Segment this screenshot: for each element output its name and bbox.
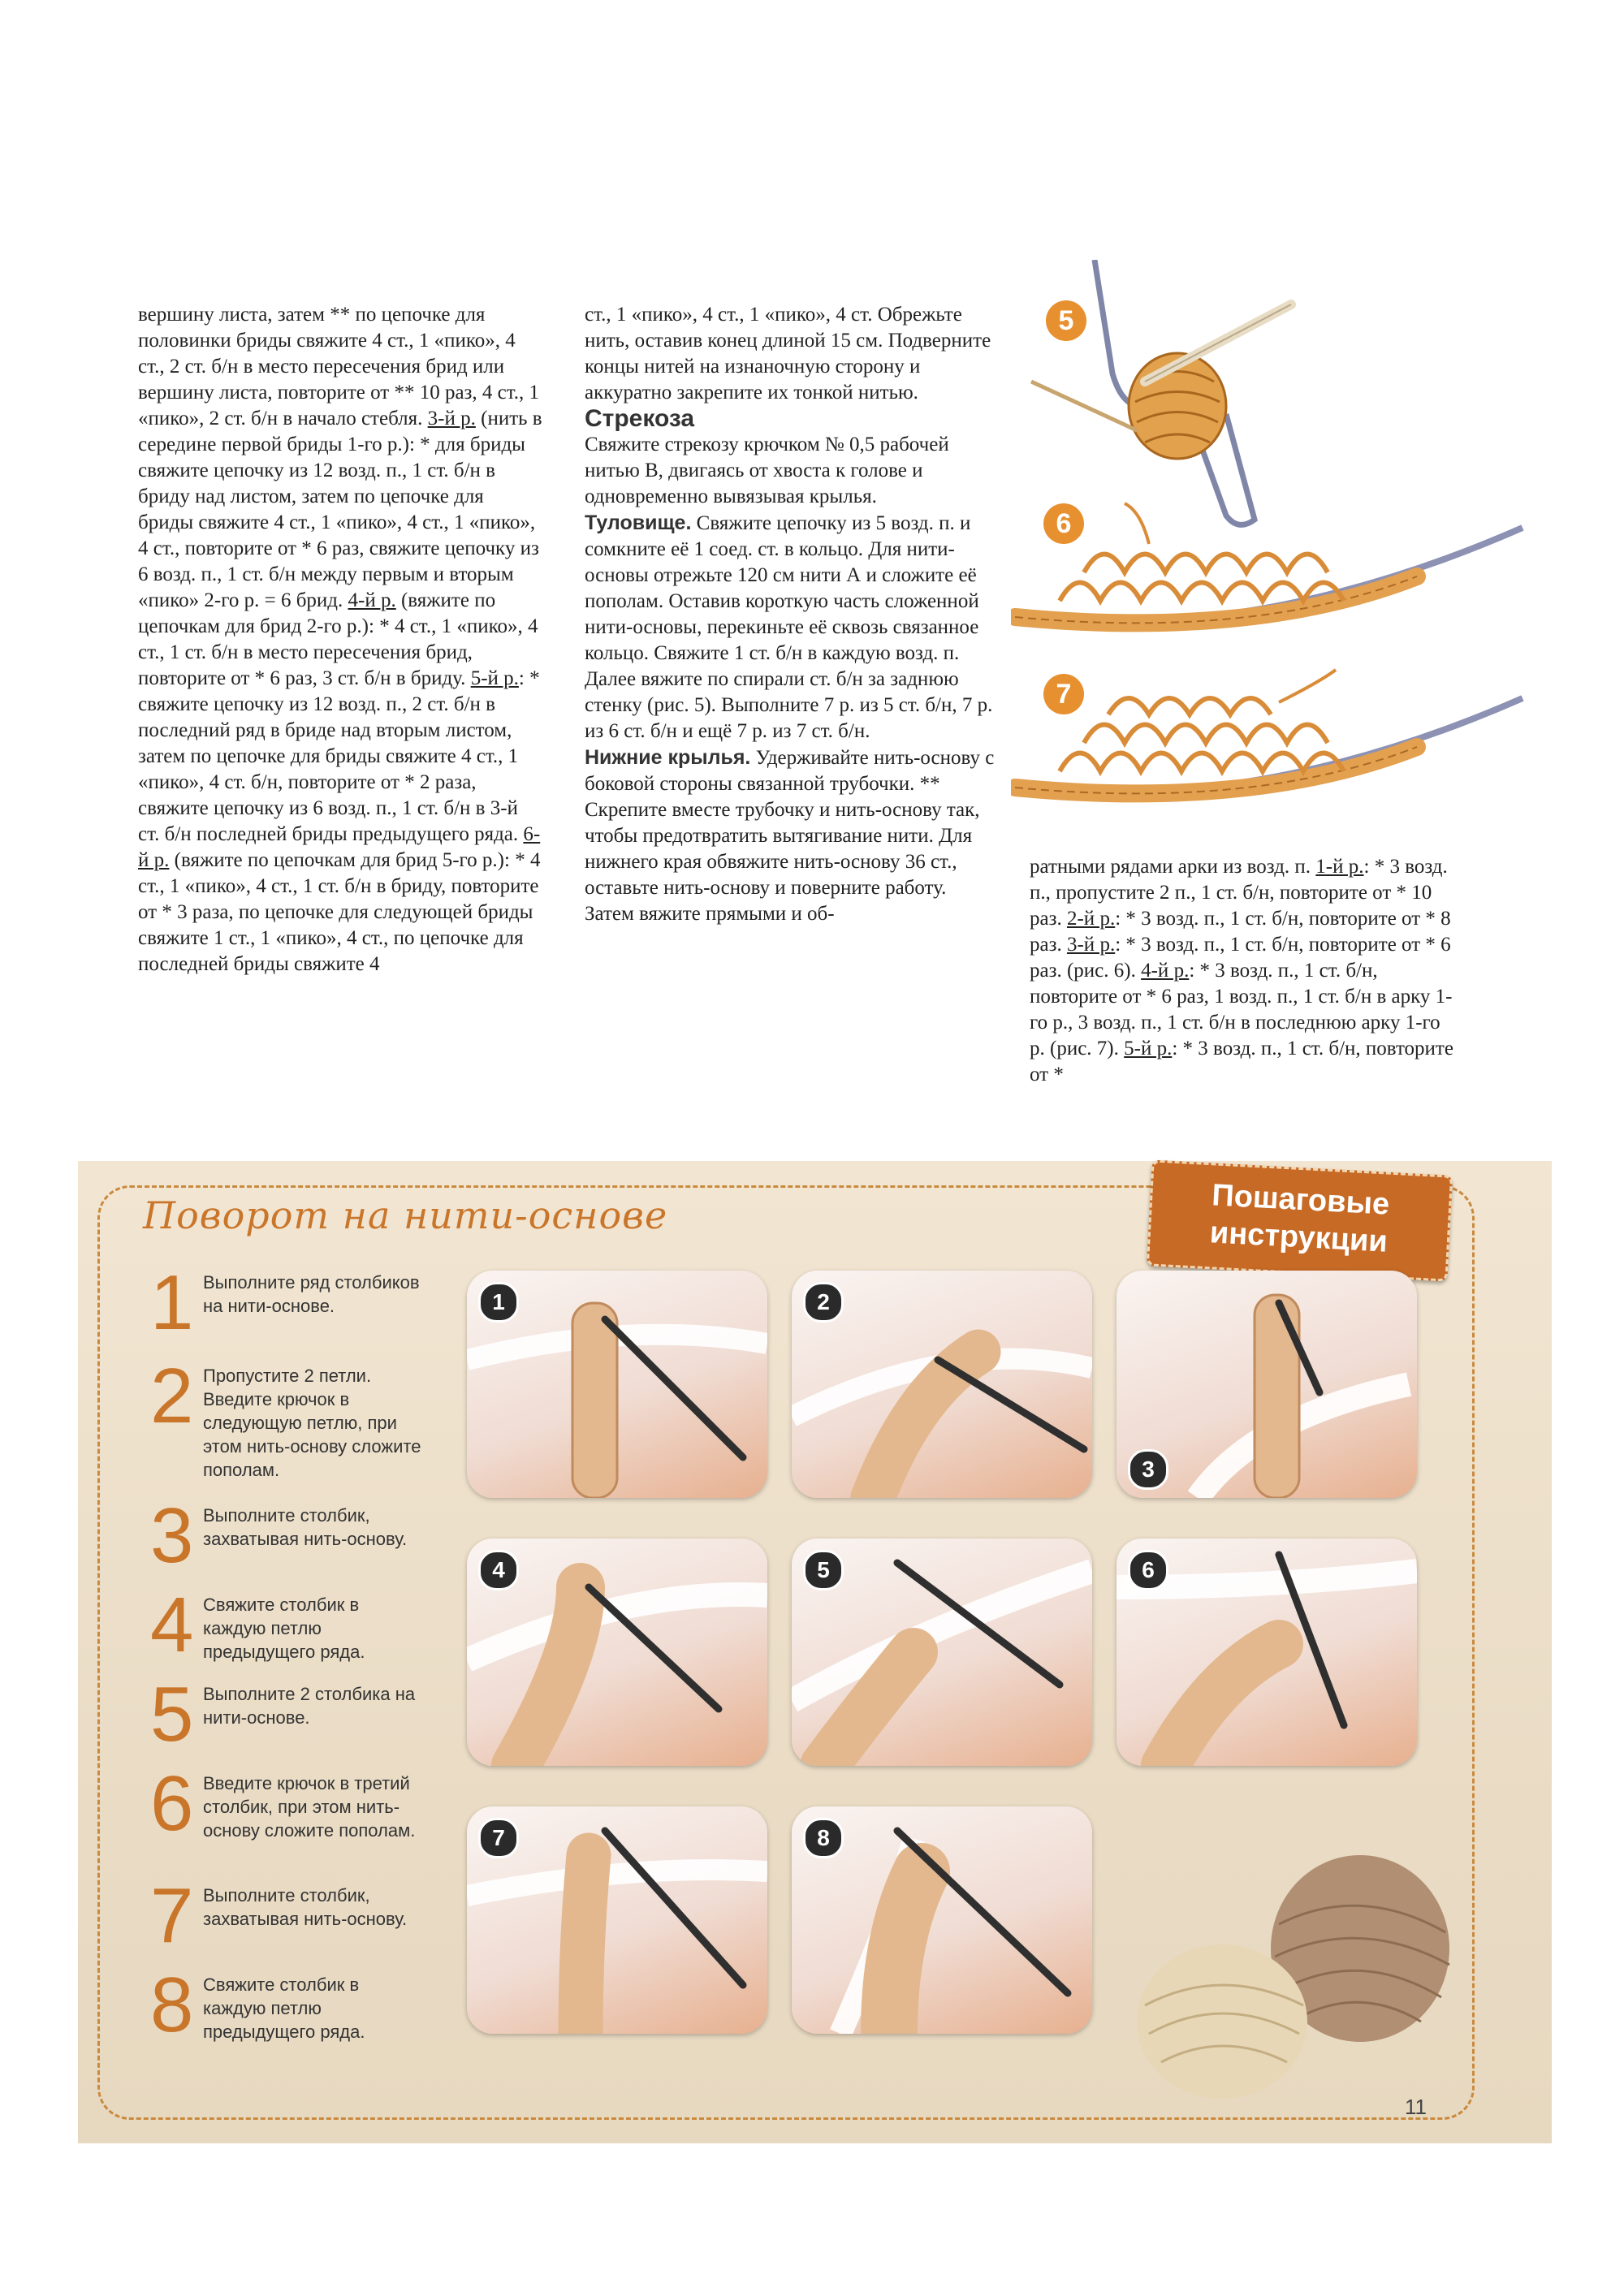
- paragraph: Свяжите стрекозу крючком № 0,5 рабочей нитью В, двигаясь от хвоста к голове и одновременно вывязывая крылья.: [585, 434, 949, 507]
- photo-number-badge: 4: [478, 1550, 519, 1590]
- subheading: Нижние крылья.: [585, 746, 751, 769]
- step-2: [150, 1353, 426, 1482]
- step-photo-2: [792, 1271, 1092, 1498]
- text-column-3: [1030, 854, 1458, 1088]
- step-by-step-badge: [1147, 1159, 1453, 1281]
- badge-line: Пошаговые: [1211, 1178, 1391, 1222]
- photo-number-badge: 6: [1128, 1550, 1168, 1590]
- step-photo-3: [1116, 1271, 1417, 1498]
- paragraph: [585, 510, 995, 744]
- crochet-tube-illustration: [1023, 260, 1478, 528]
- step-text: Выполните 2 столбика на нити-основе.: [203, 1684, 416, 1728]
- panel-title: Поворот на нити-основе: [143, 1193, 668, 1237]
- step-1: [150, 1259, 426, 1346]
- paragraph: ст., 1 «пико», 4 ст., 1 «пико», 4 ст. Обрежьте нить, оставив конец длиной 15 см. Подверните концы нитей на изнаночную сторону и аккуратно закрепите их тонкой нитью.: [585, 304, 991, 404]
- photo-number-badge: 1: [478, 1282, 519, 1323]
- photo-number-badge: 5: [803, 1550, 844, 1590]
- step-3: [150, 1492, 426, 1579]
- photo-number-badge: 3: [1128, 1449, 1168, 1490]
- diagram-number-badge: 6: [1043, 503, 1084, 544]
- step-photo-8: [792, 1806, 1092, 2034]
- subheading: Туловище.: [585, 511, 692, 534]
- row-label: 3-й р.: [1066, 934, 1116, 956]
- step-photo-1: [467, 1271, 767, 1498]
- text: (вяжите по цепочкам для брид 5-го р.): * 4 ст., 1 «пико», 4 ст., 1 ст. б/н в бриду, повторите от * 3 раза, по цепочке для следующей бриды свяжите 1 ст., 1 «пико», 4 ст., по цепочке для последней бриды свяжите 4: [138, 849, 541, 975]
- step-number: 1: [150, 1259, 194, 1346]
- step-number: 7: [150, 1872, 194, 1959]
- text: : * 3 возд. п., 1 ст. б/н, повторите от * 6 раз, 1 возд. п., 1 ст. б/н в арку 1-го р., 3 возд. п., 1 ст. б/н в последнюю арку 1-го р. (рис. 7).: [1030, 960, 1453, 1060]
- diagram-7: [1011, 666, 1531, 828]
- step-text: Свяжите столбик в каждую петлю предыдущего ряда.: [203, 1595, 365, 1662]
- row-label: 3-й р.: [427, 408, 476, 429]
- step-4: [150, 1582, 426, 1668]
- step-5: [150, 1671, 426, 1758]
- step-number: 5: [150, 1671, 194, 1758]
- step-photo-4: [467, 1539, 767, 1766]
- text: Удерживайте нить-основу с боковой стороны связанной трубочки. ** Скрепите вместе трубочку и нить-основу так, чтобы предотвратить вытягивание нити. Для нижнего края обвяжите нить-основу 36 ст., оставьте нить-основу и поверните работу. Затем вяжите прямыми и об-: [585, 747, 995, 925]
- step-text: Выполните столбик, захватывая нить-основу.: [203, 1505, 408, 1549]
- crochet-arches-illustration: [1011, 495, 1531, 658]
- step-number: 8: [150, 1962, 194, 2048]
- diagram-number-badge: 7: [1043, 674, 1084, 714]
- row-label: 4-й р.: [1141, 960, 1190, 982]
- step-text: Пропустите 2 петли. Введите крючок в следующую петлю, при этом нить-основу сложите пополам.: [203, 1366, 421, 1480]
- step-text: Выполните ряд столбиков на нити-основе.: [203, 1272, 420, 1316]
- badge-line: инструкции: [1208, 1215, 1389, 1259]
- photo-number-badge: 2: [803, 1282, 844, 1323]
- text: вершину листа, затем ** по цепочке для половинки бриды свяжите 4 ст., 1 «пико», 4 ст., 2 ст. б/н в место пересечения брид или вершину листа, повторите от ** 10 раз, 4 ст., 1 «пико», 2 ст. б/н в начало стебля.: [138, 304, 540, 429]
- text: ратными рядами арки из возд. п.: [1030, 856, 1311, 878]
- photo-number-badge: 8: [803, 1818, 844, 1858]
- yarn-balls-illustration: [1129, 1851, 1470, 2111]
- step-photo-7: [467, 1806, 767, 2034]
- text: : * 3 возд. п., 1 ст. б/н, повторите от * 8 раз.: [1030, 908, 1451, 956]
- step-text: Введите крючок в третий столбик, при этом нить-основу сложите пополам.: [203, 1773, 416, 1841]
- step-7: [150, 1872, 426, 1959]
- text-column-1: [138, 302, 544, 978]
- step-photo-5: [792, 1539, 1092, 1766]
- paragraph: [138, 302, 544, 978]
- section-heading: Стрекоза: [585, 405, 695, 432]
- paragraph: [1030, 854, 1458, 1088]
- step-8: [150, 1962, 426, 2048]
- row-label: 4-й р.: [348, 589, 396, 611]
- text: (нить в середине первой бриды 1-го р.): * для бриды свяжите цепочку из 12 возд. п., 1 ст. б/н в бриду над листом, затем по цепочке для бриды свяжите 4 ст., 1 «пико», 4 ст., 1 «пико», 4 ст., повторите от * 6 раз, свяжите цепочку из 6 возд. п., 1 ст. б/н между первым и вторым «пико» 2-го р. = 6 брид.: [138, 408, 542, 611]
- text: Свяжите цепочку из 5 возд. п. и сомкните её 1 соед. ст. в кольцо. Для нити-основы отрежьте 120 см нити А и сложите её пополам. Оставив короткую часть сложенной нити-основы, перекиньте её сквозь связанное кольцо. Свяжите 1 ст. б/н в каждую возд. п. Далее вяжите по спирали ст. б/н за заднюю стенку (рис. 5). Выполните 7 р. из 5 ст. б/н, 7 р. из 6 ст. б/н и ещё 7 р. из 7 ст. б/н.: [585, 512, 993, 742]
- text: : * 3 возд. п., 1 ст. б/н, повторите от * 6 раз. (рис. 6).: [1030, 934, 1451, 982]
- row-label: 6-й р.: [138, 823, 541, 871]
- photo-number-badge: 7: [478, 1818, 519, 1858]
- crochet-arches-illustration: [1011, 666, 1531, 828]
- row-label: 5-й р.: [1124, 1038, 1173, 1060]
- text: : * свяжите цепочку из 12 возд. п., 2 ст. б/н в последний ряд в бриде над вторым листом, затем по цепочке для бриды свяжите 4 ст., 1 «пико», 4 ст. б/н, повторите от * 2 раза, свяжите цепочку из 6 возд. п., 1 ст. б/н в 3-й ст. б/н последней бриды предыдущего ряда.: [138, 667, 540, 845]
- page-number: 11: [1405, 2095, 1427, 2119]
- text: (вяжите по цепочкам для брид 2-го р.): * 4 ст., 1 «пико», 4 ст., 1 ст. б/н в место пересечения брид, повторите от * 6 раз, 3 ст. б/н в бриду.: [138, 589, 538, 689]
- step-number: 4: [150, 1582, 194, 1668]
- text: : * 3 возд. п., 1 ст. б/н, повторите от *: [1030, 1038, 1453, 1085]
- diagram-6: [1011, 495, 1531, 658]
- step-6: [150, 1760, 426, 1847]
- step-number: 6: [150, 1760, 194, 1847]
- step-number: 3: [150, 1492, 194, 1579]
- text: : * 3 возд. п., пропустите 2 п., 1 ст. б/н, повторите от * 10 раз.: [1030, 856, 1448, 930]
- row-label: 1-й р.: [1315, 856, 1364, 878]
- text-column-2: [585, 302, 995, 927]
- step-text: Выполните столбик, захватывая нить-основу.: [203, 1885, 408, 1929]
- step-number: 2: [150, 1353, 194, 1439]
- step-text: Свяжите столбик в каждую петлю предыдущего ряда.: [203, 1974, 365, 2042]
- row-label: 5-й р.: [470, 667, 519, 689]
- step-photo-6: [1116, 1539, 1417, 1766]
- paragraph: [585, 744, 995, 927]
- row-label: 2-й р.: [1066, 908, 1116, 930]
- diagram-number-badge: 5: [1046, 300, 1086, 341]
- diagram-5: [1023, 260, 1478, 528]
